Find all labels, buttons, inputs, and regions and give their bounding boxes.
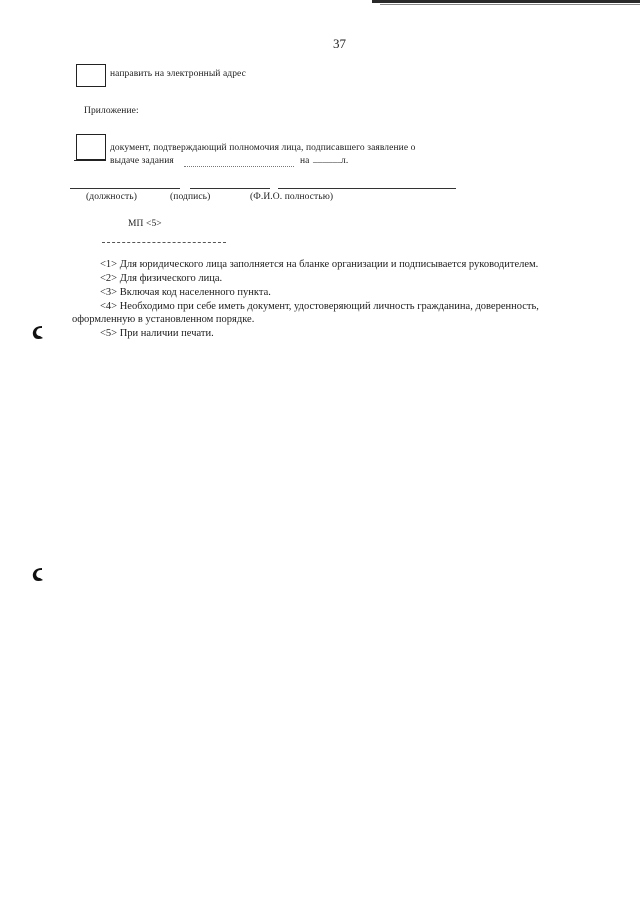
checkbox-underline — [76, 86, 106, 87]
footnote-2: <2> Для физического лица. — [100, 273, 223, 284]
scan-edge-mark — [372, 0, 640, 3]
email-option-label: направить на электронный адрес — [110, 69, 246, 79]
footnote-4-continued: оформленную в установленном порядке. — [72, 314, 255, 325]
attachment-line-2-on: на — [300, 156, 310, 166]
attachment-pages-blank: ______ — [313, 155, 343, 165]
attachment-pages-suffix: л. — [341, 156, 349, 166]
signature-label: (подпись) — [170, 192, 211, 202]
scan-edge-mark-secondary — [380, 4, 640, 5]
footnote-3: <3> Включая код населенного пункта. — [100, 287, 271, 298]
position-line — [70, 188, 180, 189]
stamp-label: МП <5> — [128, 219, 162, 229]
signature-line — [190, 188, 270, 189]
binder-hole-mark-lower — [30, 566, 44, 582]
attachment-line-2-prefix: выдаче задания — [110, 156, 174, 166]
fullname-line — [278, 188, 456, 189]
attachment-heading: Приложение: — [84, 106, 139, 116]
attachment-line-1: документ, подтверждающий полномочия лица, подписавшего заявление о — [110, 143, 416, 153]
binder-hole-mark-upper — [30, 324, 44, 340]
page-number: 37 — [333, 36, 346, 51]
footnote-4: <4> Необходимо при себе иметь документ, удостоверяющий личность гражданина, доверенность, — [100, 301, 539, 312]
attachment-blank-line — [184, 166, 294, 167]
fullname-label: (Ф.И.О. полностью) — [250, 192, 334, 202]
position-label: (должность) — [86, 192, 137, 202]
attachment-checkbox[interactable] — [76, 134, 106, 160]
email-option-checkbox[interactable] — [76, 64, 106, 87]
footnote-1: <1> Для юридического лица заполняется на бланке организации и подписывается руководителем. — [100, 259, 539, 270]
footnote-5: <5> При наличии печати. — [100, 328, 214, 339]
footnote-separator — [102, 242, 226, 243]
checkbox-underline-2 — [74, 160, 106, 161]
